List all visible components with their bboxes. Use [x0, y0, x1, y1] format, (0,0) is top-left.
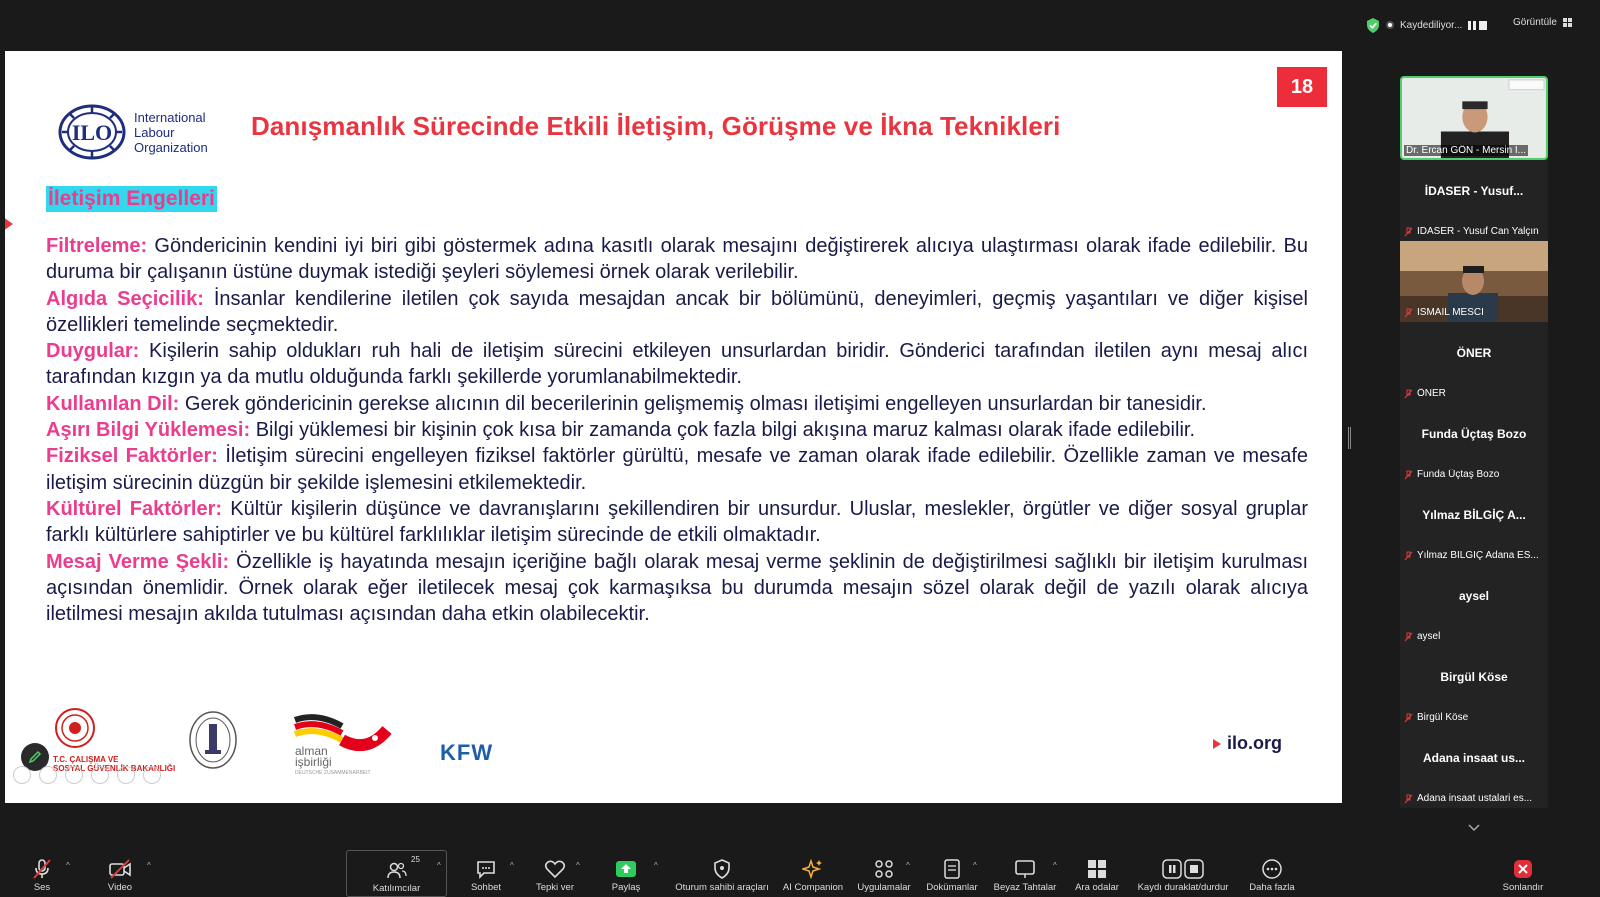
- whiteboard-button[interactable]: [993, 850, 1057, 897]
- more-icon: [1261, 858, 1283, 880]
- participant-caption: İSMAİL MESCİ: [1404, 307, 1484, 318]
- pause-stop-recording-icon: [1161, 859, 1205, 879]
- org-name-line1: International: [134, 109, 206, 125]
- org-name-line2: Labour: [134, 124, 175, 140]
- heart-icon: [544, 859, 566, 879]
- list-item: Duygular: Kişilerin sahip oldukları ruh hali de iletişim sürecini etkileyen unsurlardan biridir. Gönderici tarafından iletilen aynı mesaj alıcı tarafından kızgın ya da mutlu olduğunda farklı şekillerde yorumlanabilmektedir.: [46, 340, 1308, 389]
- gallery-scroll-down-icon[interactable]: [1467, 823, 1481, 833]
- laser-pointer-icon: [5, 217, 13, 231]
- tool-icon[interactable]: [117, 766, 135, 784]
- docs-button[interactable]: [924, 850, 980, 897]
- alman-line1: alman: [295, 744, 328, 758]
- audio-options-chevron-icon[interactable]: ^: [66, 861, 70, 870]
- docs-options-chevron-icon[interactable]: ^: [973, 861, 977, 870]
- alman-line2: işbirliği: [295, 755, 332, 769]
- breakout-rooms-button[interactable]: [1073, 850, 1121, 897]
- top-bar: [0, 0, 1600, 50]
- list-item: Kullanılan Dil: Gerek göndericinin gerekse alıcının dil becerilerinin gelişmemiş olması iletişimi engelleyen unsurlardan bir tanesidir.: [46, 392, 1207, 415]
- pencil-icon: [28, 750, 42, 764]
- apps-label: Uygulamalar: [857, 882, 911, 893]
- muted-mic-icon: [1404, 470, 1413, 480]
- whiteboard-icon: [1014, 859, 1036, 879]
- muted-mic-icon: [1404, 794, 1413, 804]
- muted-mic-icon: [1404, 389, 1413, 399]
- csgb-line2: SOSYAL GÜVENLİK BAKANLIĞI: [53, 764, 176, 773]
- whiteboard-options-chevron-icon[interactable]: ^: [1053, 861, 1057, 870]
- participant-count: 25: [411, 855, 420, 864]
- video-label: Video: [107, 882, 133, 893]
- chat-label: Sohbet: [470, 882, 502, 893]
- kfw-logo: KFW: [440, 740, 494, 765]
- grid-view-icon: [1563, 18, 1572, 27]
- ilo-org-text: ilo.org: [1227, 733, 1282, 753]
- participant-display-name: Adana insaat us...: [1422, 750, 1526, 765]
- participant-tile[interactable]: [1400, 484, 1548, 565]
- close-icon: [1513, 859, 1533, 879]
- host-tools-label: Oturum sahibi araçları: [675, 882, 769, 893]
- video-off-icon: [108, 859, 132, 879]
- slide-number: 18: [1277, 67, 1327, 107]
- chat-icon: [475, 859, 497, 879]
- recording-dot-icon: [1386, 21, 1394, 29]
- chat-button[interactable]: [466, 850, 506, 897]
- react-label: Tepki ver: [535, 882, 574, 893]
- participant-gallery: [1400, 76, 1550, 808]
- org-name-line3: Organization: [134, 139, 208, 155]
- end-meeting-label: Sonlandır: [1502, 882, 1544, 893]
- csgb-line1: T.C. ÇALIŞMA VE: [53, 755, 119, 764]
- participant-tile[interactable]: [1400, 241, 1548, 322]
- more-label: Daha fazla: [1249, 882, 1295, 893]
- alman-small: DEUTSCHE ZUSAMMENARBEIT: [295, 770, 371, 776]
- participant-caption: Adana insaat ustalari es...: [1404, 793, 1532, 804]
- panel-splitter[interactable]: [1348, 427, 1351, 449]
- tesk-logo: [188, 710, 238, 770]
- breakout-rooms-label: Ara odalar: [1075, 882, 1119, 893]
- participant-tile[interactable]: [1400, 565, 1548, 646]
- participants-button[interactable]: [346, 850, 447, 897]
- participant-display-name: aysel: [1458, 588, 1490, 603]
- tool-icon[interactable]: [39, 766, 57, 784]
- participant-caption: İDASER - Yusuf Can Yalçın: [1404, 226, 1539, 237]
- list-item: Fiziksel Faktörler: İletişim sürecini engelleyen fiziksel faktörler gürültü, mesafe ve zaman olarak ifade edilebilir. Özellikle zaman ve mesafe iletişim sürecinin düzgün bir şekilde işlemesini etkilemektedir.: [46, 445, 1309, 494]
- participant-display-name: İDASER - Yusuf...: [1424, 183, 1524, 198]
- participants-options-chevron-icon[interactable]: ^: [437, 861, 441, 870]
- participant-caption: Yılmaz BİLGİÇ Adana ES...: [1404, 550, 1539, 561]
- participant-tile[interactable]: [1400, 76, 1548, 160]
- apps-button[interactable]: [855, 850, 913, 897]
- tool-icon[interactable]: [13, 766, 31, 784]
- list-item: Mesaj Verme Şekli: Özellikle iş hayatında mesajın içeriğine bağlı olarak mesaj verme şeklinin de değiştirilmesi sağlıklı bir iletişim kurulması açısından önemlidir. Örnek olarak eğer iletilecek mesaj çok karmaşıksa bu durumda mesajın sözel olarak değil de yazılı olarak alıcıya iletilmesi mesajın akılda tutulması açısından daha etkin olabilecektir.: [46, 550, 1309, 626]
- ai-companion-label: AI Companion: [782, 882, 844, 893]
- video-button[interactable]: [100, 850, 140, 897]
- record-control-button[interactable]: [1135, 850, 1231, 897]
- view-label: Görüntüle: [1513, 17, 1557, 28]
- ai-companion-button[interactable]: [780, 850, 846, 897]
- sparkle-icon: [802, 859, 824, 879]
- chat-options-chevron-icon[interactable]: ^: [510, 861, 514, 870]
- list-item: Filtreleme: Göndericinin kendini iyi biri gibi göstermek adına kasıtlı olarak mesajını değiştirerek alıcıya ulaştırması olarak ifade edilebilir. Bu duruma bir çalışanın üstüne duymak istediği şeyleri söylemesi örnek olarak verilebilir.: [46, 235, 1308, 284]
- stop-recording-icon[interactable]: [1479, 21, 1487, 30]
- breakout-rooms-icon: [1087, 859, 1107, 879]
- partner-logos: [5, 706, 1342, 796]
- apps-options-chevron-icon[interactable]: ^: [906, 861, 910, 870]
- react-button[interactable]: [530, 850, 580, 897]
- pause-recording-icon[interactable]: [1468, 21, 1476, 30]
- list-item: Algıda Seçicilik: İnsanlar kendilerine iletilen çok sayıda mesajdan ancak bir bölümünü, deneyimleri, geçmiş yaşantıları ve diğer kişisel özellikleri temelinde seçmektedir.: [46, 287, 1308, 336]
- muted-mic-icon: [1404, 713, 1413, 723]
- share-label: Paylaş: [611, 882, 641, 893]
- muted-mic-icon: [1404, 227, 1413, 237]
- host-tools-button[interactable]: [672, 850, 772, 897]
- tool-icon[interactable]: [65, 766, 83, 784]
- ilo-logo: [58, 104, 208, 160]
- apps-icon: [874, 859, 894, 879]
- audio-button[interactable]: [24, 850, 60, 897]
- participant-tile[interactable]: [1400, 403, 1548, 484]
- meeting-toolbar: [0, 850, 1600, 897]
- shield-icon: [1366, 18, 1380, 33]
- participant-caption: Birgül Köse: [1404, 712, 1468, 723]
- triangle-icon: [1213, 739, 1221, 749]
- muted-mic-icon: [1404, 308, 1413, 318]
- participant-display-name: ÖNER: [1456, 345, 1492, 360]
- view-button[interactable]: [1513, 17, 1572, 28]
- list-item: Kültürel Faktörler: Kültür kişilerin düşünce ve davranışlarını şekillendiren bir unsurdur. Uluslar, meslekler, örgütler ve diğer sosyal gruplar farklı kültürlere sahiptirler ve bu kültürel farklılıklar iletişim sürecinde de etkili olmaktadır.: [46, 497, 1309, 547]
- video-options-chevron-icon[interactable]: ^: [147, 861, 151, 870]
- muted-mic-icon: [1404, 551, 1413, 561]
- participant-caption: aysel: [1404, 631, 1440, 642]
- shared-screen-slide: [5, 51, 1342, 803]
- share-button[interactable]: [606, 850, 646, 897]
- participant-tile[interactable]: [1400, 727, 1548, 808]
- document-icon: [943, 859, 961, 879]
- tool-icon[interactable]: [143, 766, 161, 784]
- participant-display-name: Birgül Köse: [1440, 669, 1508, 684]
- ilo-org-link: [1213, 733, 1282, 754]
- muted-mic-icon: [31, 858, 53, 880]
- participants-label: Katılımcılar: [372, 883, 421, 894]
- section-title: İletişim Engelleri: [48, 187, 215, 210]
- share-screen-icon: [615, 859, 637, 879]
- whiteboard-label: Beyaz Tahtalar: [993, 882, 1057, 893]
- end-meeting-button[interactable]: [1500, 850, 1546, 897]
- participant-display-name: Funda Üçtaş Bozo: [1421, 426, 1527, 441]
- record-control-label: Kaydı duraklat/durdur: [1137, 882, 1229, 893]
- tool-icon[interactable]: [91, 766, 109, 784]
- recording-label: Kaydediliyor...: [1400, 19, 1463, 31]
- annotation-mini-tools: [13, 766, 161, 784]
- slide-title: Danışmanlık Sürecinde Etkili İletişim, Görüşme ve İkna Teknikleri: [251, 111, 1061, 141]
- participant-caption: Funda Üçtaş Bozo: [1404, 469, 1499, 480]
- share-options-chevron-icon[interactable]: ^: [654, 861, 658, 870]
- ilo-emblem-icon: [58, 104, 126, 160]
- participant-caption: ÖNER: [1404, 388, 1446, 399]
- svg-text:ILO: ILO: [71, 120, 113, 145]
- shield-icon: [712, 859, 732, 879]
- slide-body: [46, 233, 1308, 627]
- recording-status[interactable]: [1366, 17, 1487, 33]
- participant-tile[interactable]: [1400, 160, 1548, 241]
- audio-label: Ses: [33, 882, 51, 893]
- participant-tile[interactable]: [1400, 646, 1548, 727]
- participant-caption: Dr. Ercan GÖN - Mersin İ...: [1406, 145, 1527, 156]
- participants-icon: [387, 861, 407, 879]
- participant-display-name: Yılmaz BİLGİÇ A...: [1422, 507, 1526, 522]
- muted-mic-icon: [1404, 632, 1413, 642]
- docs-label: Dokümanlar: [926, 882, 978, 893]
- react-options-chevron-icon[interactable]: ^: [576, 861, 580, 870]
- list-item: Aşırı Bilgi Yüklemesi: Bilgi yüklemesi bir kişinin çok kısa bir zamanda çok fazla bilgi akışına maruz kalması olarak ifade edilebilir.: [46, 419, 1195, 442]
- participant-tile[interactable]: [1400, 322, 1548, 403]
- more-button[interactable]: [1247, 850, 1297, 897]
